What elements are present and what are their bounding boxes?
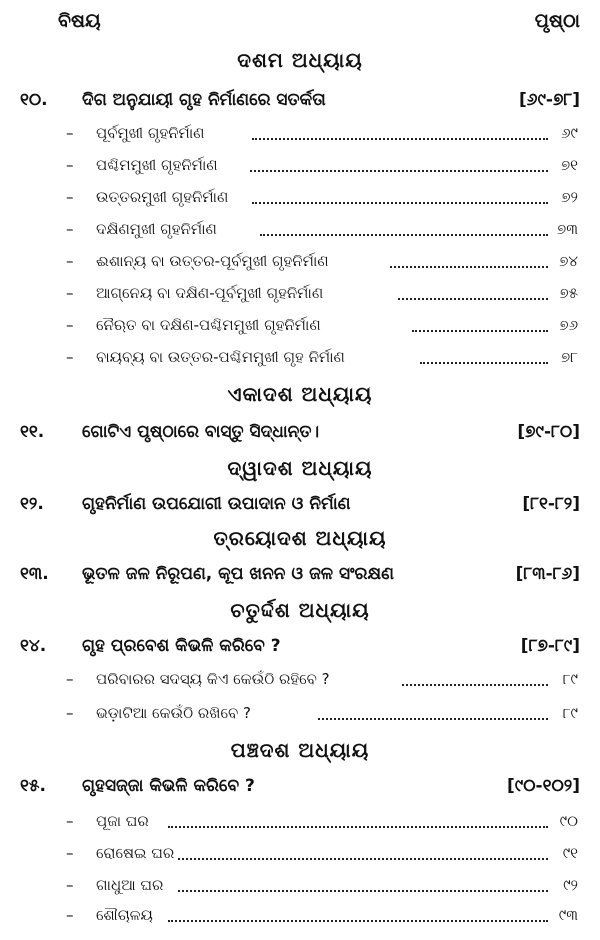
entry-title: ଗୋଟିଏ ପୃଷ୍ଠାରେ ବାସ୍ତୁ ସିଦ୍ଧାନ୍ତ। (82, 422, 320, 442)
dot-leader (420, 362, 548, 364)
entry-title: ଦିଗ ଅନୁଯାୟୀ ଗୃହ ନିର୍ମାଣରେ ସତର୍କତା (82, 90, 326, 110)
dot-leader (252, 202, 548, 204)
entry-page-range: [୮୭-୮୯] (520, 636, 580, 656)
subentry-title: ନୈଋତ ବା ଦକ୍ଷିଣ-ପଶ୍ଚିମମୁଖୀ ଗୃହନିର୍ମାଣ (96, 316, 321, 334)
chapter-heading-12: ଦ୍ୱାଦଶ ଅଧ୍ୟାୟ (227, 456, 373, 480)
toc-subentry[interactable]: – ଆଗ୍ନେୟ ବା ଦକ୍ଷିଣ-ପୂର୍ବମୁଖୀ ଗୃହନିର୍ମାଣ ୭୫ (66, 284, 578, 302)
subentry-title: ପରିବାରର ସଦସ୍ୟ କିଏ କେଉଁଠି ରହିବେ ? (96, 670, 330, 688)
toc-subentry[interactable]: – ପୂଜା ଘର ୯୦ (66, 812, 578, 830)
entry-page-range: [୮୧-୮୨] (522, 494, 580, 514)
dot-leader (390, 266, 548, 268)
entry-number: ୧୦. (20, 90, 48, 110)
entry-number: ୧୩. (20, 564, 49, 584)
subentry-title: ଗାଧୁଆ ଘର (96, 876, 164, 894)
subentry-page: ୭୧ (561, 156, 578, 174)
entry-title: ଗୃହ ପ୍ରବେଶ କିଭଳି କରିବେ ? (82, 636, 281, 656)
subentry-page: ୭୩ (557, 220, 578, 238)
toc-subentry[interactable]: – ବାୟବ୍ୟ ବା ଉତ୍ତର-ପଶ୍ଚିମମୁଖୀ ଗୃହ ନିର୍ମାଣ ୭୮ (66, 348, 578, 366)
toc-entry-12[interactable] (0, 494, 600, 526)
subentry-title: ଦକ୍ଷିଣମୁଖୀ ଗୃହନିର୍ମାଣ (96, 220, 217, 238)
toc-subentry[interactable]: – ଭଡ଼ାଟିଆ କେଉଁଠି ରଖିବେ ? ୮୯ (66, 704, 578, 722)
toc-subentry[interactable]: – ଉତ୍ତରମୁଖୀ ଗୃହନିର୍ମାଣ ୭୨ (66, 188, 578, 206)
toc-subentry[interactable]: – ପରିବାରର ସଦସ୍ୟ କିଏ କେଉଁଠି ରହିବେ ? ୮୯ (66, 670, 578, 688)
subentry-title: ରୋଷେଇ ଘର (96, 844, 175, 862)
dot-leader (398, 298, 548, 300)
subentry-page: ୭୬ (559, 316, 578, 334)
entry-title: ଭୂତଳ ଜଳ ନିରୂପଣ, କୂପ ଖନନ ଓ ଜଳ ସଂରକ୍ଷଣ (82, 564, 394, 584)
dot-leader (318, 718, 548, 720)
subentry-page: ୯୨ (563, 876, 578, 894)
chapter-heading-15: ପଞ୍ଚଦଶ ଅଧ୍ୟାୟ (230, 738, 370, 762)
subentry-title: ଈଶାନ୍ୟ ବା ଉତ୍ତର-ପୂର୍ବମୁଖୀ ଗୃହନିର୍ମାଣ (96, 252, 329, 270)
page-column-label: ପୃଷ୍ଠା (534, 10, 580, 32)
subentry-page: ୭୮ (560, 348, 578, 366)
subentry-title: ଭଡ଼ାଟିଆ କେଉଁଠି ରଖିବେ ? (96, 704, 251, 722)
subentry-page: ୭୫ (559, 284, 578, 302)
entry-page-range: [୯୦-୧୦୨] (507, 776, 580, 796)
subentry-page: ୮୯ (562, 704, 578, 722)
toc-entry-15[interactable] (0, 776, 600, 808)
entry-number: ୧୧. (20, 422, 45, 442)
subentry-page: ୭୪ (559, 252, 578, 270)
entry-page-range: [୭୯-୮୦] (517, 422, 580, 442)
toc-entry-10[interactable] (0, 90, 600, 122)
dot-leader (168, 826, 548, 828)
dot-leader (250, 170, 548, 172)
subentry-title: ବାୟବ୍ୟ ବା ଉତ୍ତର-ପଶ୍ଚିମମୁଖୀ ଗୃହ ନିର୍ମାଣ (96, 348, 345, 366)
dot-leader (178, 858, 548, 860)
subentry-page: ୯୦ (559, 812, 578, 830)
toc-subentry[interactable]: – ଶୌଚାଳୟ ୯୩ (66, 906, 578, 924)
toc-subentry[interactable]: – ଈଶାନ୍ୟ ବା ଉତ୍ତର-ପୂର୍ବମୁଖୀ ଗୃହନିର୍ମାଣ ୭୪ (66, 252, 578, 270)
entry-page-range: [୬୯-୭୮] (519, 90, 580, 110)
chapter-heading-10: ଦଶମ ଅଧ୍ୟାୟ (237, 48, 363, 72)
subentry-title: ପଶ୍ଚିମମୁଖୀ ଗୃହନିର୍ମାଣ (96, 156, 218, 174)
subentry-title: ପୂଜା ଘର (96, 812, 149, 830)
entry-title: ଗୃହସଜ୍ଜା କିଭଳି କରିବେ ? (82, 776, 255, 796)
subentry-title: ଉତ୍ତରମୁଖୀ ଗୃହନିର୍ମାଣ (96, 188, 229, 206)
chapter-heading-13: ତ୍ରୟୋଦଶ ଅଧ୍ୟାୟ (213, 526, 387, 550)
toc-entry-14[interactable] (0, 636, 600, 668)
toc-subentry[interactable]: – ପୂର୍ବମୁଖୀ ଗୃହନିର୍ମାଣ ୬୯ (66, 124, 578, 142)
toc-subentry[interactable]: – ରୋଷେଇ ଘର ୯୧ (66, 844, 578, 862)
chapter-heading-14: ଚତୁର୍ଦ୍ଦଶ ଅଧ୍ୟାୟ (230, 598, 370, 622)
toc-entry-11[interactable] (0, 422, 600, 454)
dot-leader (260, 234, 548, 236)
dot-leader (402, 684, 548, 686)
chapter-heading-11: ଏକାଦଶ ଅଧ୍ୟାୟ (227, 382, 373, 406)
entry-number: ୧୨. (20, 494, 44, 514)
dot-leader (168, 920, 548, 922)
subject-column-label: ବିଷୟ (58, 10, 101, 32)
toc-subentry[interactable]: – ନୈଋତ ବା ଦକ୍ଷିଣ-ପଶ୍ଚିମମୁଖୀ ଗୃହନିର୍ମାଣ ୭୬ (66, 316, 578, 334)
toc-header (0, 10, 600, 44)
entry-title: ଗୃହନିର୍ମାଣ ଉପଯୋଗୀ ଉପାଦାନ ଓ ନିର୍ମାଣ (82, 494, 351, 514)
toc-subentry[interactable]: – ପଶ୍ଚିମମୁଖୀ ଗୃହନିର୍ମାଣ ୭୧ (66, 156, 578, 174)
dot-leader (252, 138, 548, 140)
entry-number: ୧୪. (20, 636, 47, 656)
toc-entry-13[interactable] (0, 564, 600, 596)
subentry-page: ୭୨ (561, 188, 578, 206)
subentry-page: ୯୧ (562, 844, 578, 862)
subentry-page: ୮୯ (562, 670, 578, 688)
entry-number: ୧୫. (20, 776, 46, 796)
dot-leader (178, 890, 548, 892)
entry-page-range: [୮୩-୮୬] (515, 564, 580, 584)
subentry-page: ୬୯ (561, 124, 578, 142)
subentry-title: ପୂର୍ବମୁଖୀ ଗୃହନିର୍ମାଣ (96, 124, 205, 142)
dot-leader (412, 330, 548, 332)
subentry-page: ୯୩ (558, 906, 578, 924)
subentry-title: ଶୌଚାଳୟ (96, 906, 153, 924)
toc-subentry[interactable]: – ଗାଧୁଆ ଘର ୯୨ (66, 876, 578, 894)
subentry-title: ଆଗ୍ନେୟ ବା ଦକ୍ଷିଣ-ପୂର୍ବମୁଖୀ ଗୃହନିର୍ମାଣ (96, 284, 324, 302)
toc-subentry[interactable]: – ଦକ୍ଷିଣମୁଖୀ ଗୃହନିର୍ମାଣ ୭୩ (66, 220, 578, 238)
